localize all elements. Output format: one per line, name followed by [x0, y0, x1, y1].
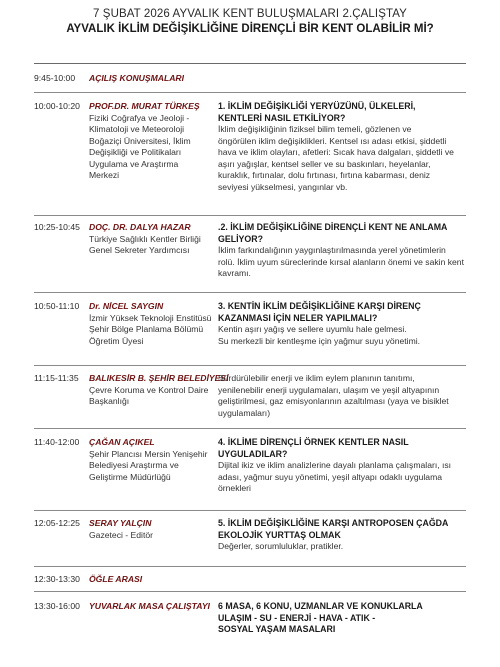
- speaker-affiliation: [89, 449, 215, 484]
- description-line: rolü. İklim uyum süreclerinde kırsal alanların önemi ve sakin kent: [218, 256, 464, 267]
- topic-block: [218, 373, 466, 419]
- program-header: [0, 7, 500, 37]
- session-time: 10:00-10:20: [34, 101, 80, 111]
- speaker-name: YUVARLAK MASA ÇALIŞTAYI: [89, 601, 210, 611]
- description-line: uygulamaları): [218, 407, 271, 418]
- topic-title: SOSYAL YAŞAM MASALARI: [218, 624, 336, 634]
- session-time: 11:15-11:35: [34, 373, 79, 383]
- speaker-block: [89, 601, 215, 613]
- speaker-affiliation: [89, 530, 215, 542]
- row-divider: [34, 215, 466, 216]
- row-divider: [34, 365, 466, 366]
- event-title: 7 ŞUBAT 2026 AYVALIK KENT BULUŞMALARI 2.ÇALIŞTAY: [93, 8, 407, 20]
- topic-title: 6 MASA, 6 KONU, UZMANLAR VE KONUKLARLA: [218, 601, 423, 611]
- session-row-4: [34, 373, 466, 433]
- speaker-affiliation: [89, 385, 215, 408]
- topic-description: [218, 460, 466, 495]
- topic-description: [218, 124, 466, 193]
- speaker-name: DOÇ. DR. DALYA HAZAR: [89, 222, 191, 232]
- session-time: 11:40-12:00: [34, 437, 80, 447]
- session-row-5: [34, 437, 466, 507]
- description-line: İklim farkındalığının yaygınlaştırılmasında yerel yönetimlerin: [218, 245, 446, 255]
- session-row-lunch: [34, 574, 466, 588]
- session-row-2: [34, 222, 466, 282]
- topic-description: [218, 324, 466, 347]
- speaker-name: PROF.DR. MURAT TÜRKEŞ: [89, 101, 200, 111]
- affiliation-line: Klimatoloji ve Meteoroloji: [89, 124, 185, 134]
- affiliation-line: Öğretim Üyesi: [89, 335, 144, 346]
- session-row-opening: [34, 73, 466, 87]
- topic-description: [218, 373, 466, 419]
- topic-block: [218, 437, 466, 495]
- affiliation-line: Şehir Plancısı Mersin Yenişehir: [89, 448, 208, 459]
- description-line: Su merkezli bir kentleşme için yağmur suyu yönetimi.: [218, 335, 421, 346]
- topic-title: ULAŞIM - SU - ENERJİ - HAVA - ATIK -: [218, 612, 376, 623]
- topic-block: [218, 518, 466, 553]
- topic-description: [218, 541, 466, 553]
- topic-title: EKOLOJİK YURTTAŞ OLMAK: [218, 529, 341, 540]
- session-row-1: [34, 101, 466, 211]
- speaker-block: [89, 437, 215, 483]
- speaker-block: [89, 101, 215, 182]
- speaker-name: BALIKESİR B. ŞEHİR BELEDİYESİ: [89, 373, 229, 383]
- session-row-3: [34, 301, 466, 361]
- speaker-block: [89, 301, 215, 347]
- description-line: Dijital ikiz ve iklim analizlerine dayalı planlama çalışmaları, ısı: [218, 460, 452, 470]
- speaker-affiliation: [89, 113, 215, 182]
- speaker-name: ÇAĞAN AÇIKEL: [89, 437, 155, 447]
- affiliation-line: Merkezi: [89, 170, 120, 180]
- affiliation-line: Gazeteci - Editör: [89, 529, 153, 540]
- row-divider: [34, 428, 466, 429]
- description-line: örnekleri: [218, 483, 251, 493]
- session-time: 13:30-16:00: [34, 601, 80, 611]
- speaker-affiliation: [89, 234, 215, 257]
- speaker-block: [89, 222, 215, 257]
- speaker-name: Dr. NİCEL SAYGIN: [89, 301, 164, 311]
- row-divider: [34, 92, 466, 93]
- topic-block: [218, 222, 466, 280]
- session-row-roundtable: [34, 601, 466, 651]
- topic-title: 1. İKLİM DEĞİŞİKLİĞİ YERYÜZÜNÜ, ÜLKELERİ,: [218, 101, 416, 111]
- row-divider: [34, 510, 466, 511]
- description-line: İklim değişikliğinin fiziksel bilim temeli, gözlenen ve: [218, 124, 412, 134]
- topic-title: .2. İKLİM DEĞİŞİKLİĞİNE DİRENÇLİ KENT NE ANLAMA: [218, 222, 448, 232]
- row-divider: [34, 591, 466, 592]
- workshop-question: AYVALIK İKLİM DEĞİŞİKLİĞİNE DİRENÇLİ BİR KENT OLABİLİR Mİ?: [66, 23, 434, 35]
- description-line: seviyesi yükselmesi, yangınlar vb.: [218, 181, 348, 192]
- description-line: kavramı.: [218, 268, 251, 278]
- speaker-block: [89, 373, 229, 408]
- speaker-affiliation: [89, 313, 215, 348]
- session-row-6: [34, 518, 466, 558]
- topic-title: GELİYOR?: [218, 233, 263, 244]
- topic-block: [218, 101, 466, 193]
- session-time: 10:25-10:45: [34, 222, 80, 232]
- session-label: AÇILIŞ KONUŞMALARI: [89, 73, 185, 83]
- affiliation-line: Geliştirme Müdürlüğü: [89, 471, 171, 482]
- affiliation-line: Belediyesi Araştırma ve: [89, 460, 179, 470]
- affiliation-line: Şehir Bölge Planlama Bölümü: [89, 324, 204, 334]
- speaker-name: SERAY YALÇIN: [89, 518, 152, 528]
- description-line: adası, yağmur suyu yönetimi, yeşil altyapı odaklı uygulama: [218, 471, 443, 482]
- affiliation-line: Çevre Koruma ve Kontrol Daire: [89, 384, 209, 395]
- description-line: Değerler, sorumluluklar, pratikler.: [218, 541, 344, 551]
- affiliation-line: İzmir Yüksek Teknoloji Enstitüsü: [89, 312, 212, 323]
- header-divider: [34, 63, 466, 64]
- session-label: ÖĞLE ARASI: [89, 574, 143, 584]
- topic-title: KAZANMASI İÇİN NELER YAPILMALI?: [218, 312, 378, 323]
- topic-title: UYGULADILAR?: [218, 448, 288, 459]
- description-line: hava ve iklim olayları, afetleri: Sıcak hava dalgaları, şiddetli ve: [218, 147, 454, 157]
- affiliation-line: Fiziki Coğrafya ve Jeoloji -: [89, 112, 190, 123]
- topic-block: [218, 601, 466, 636]
- session-time: 12:30-13:30: [34, 574, 80, 584]
- description-line: yenilenebilir enerji uygulamaları, ulaşım ve yeşil altyapının: [218, 384, 440, 395]
- affiliation-line: Genel Sekreter Yardımcısı: [89, 245, 190, 255]
- description-line: aşırı yağışlar, kentsel seller ve su baskınları, heyelanlar,: [218, 158, 431, 169]
- session-time: 12:05-12:25: [34, 518, 80, 528]
- speaker-block: [89, 518, 215, 541]
- affiliation-line: Boğaziçi Üniversitesi, İklim: [89, 135, 191, 146]
- description-line: Kentin aşırı yağış ve sellere uyumlu hale gelmesi.: [218, 324, 407, 334]
- topic-title: KENTLERİ NASIL ETKİLİYOR?: [218, 112, 346, 123]
- topic-title: 5. İKLİM DEĞİŞİKLİĞİNE KARŞI ANTROPOSEN ÇAĞDA: [218, 518, 449, 528]
- topic-title: 3. KENTİN İKLİM DEĞİŞİKLİĞİNE KARŞI DİRENÇ: [218, 301, 421, 311]
- description-line: kuraklık, fırtınalar, dolu fırtınası, fırtına kabarması, deniz: [218, 170, 431, 180]
- session-time: 9:45-10:00: [34, 73, 76, 83]
- affiliation-line: Türkiye Sağlıklı Kentler Birliği: [89, 233, 201, 244]
- affiliation-line: Uygulama ve Araştırma: [89, 158, 179, 169]
- topic-description: [218, 245, 466, 280]
- affiliation-line: Değişikliği ve Politikaları: [89, 147, 182, 157]
- session-time: 10:50-11:10: [34, 301, 80, 311]
- affiliation-line: Başkanlığı: [89, 396, 130, 406]
- description-line: geliştirilmesi, gaz emisyonlarının azaltılması (yaya ve bisiklet: [218, 396, 449, 406]
- description-line: Sürdürülebilir enerji ve iklim eylem planının tanıtımı,: [218, 373, 415, 383]
- topic-block: [218, 301, 466, 347]
- description-line: öngörülen iklim değişiklikleri. Kentsel ısı adası etkisi, şiddetli: [218, 135, 447, 146]
- topic-title: 4. İKLİME DİRENÇLİ ÖRNEK KENTLER NASIL: [218, 437, 409, 447]
- row-divider: [34, 566, 466, 567]
- row-divider: [34, 292, 466, 293]
